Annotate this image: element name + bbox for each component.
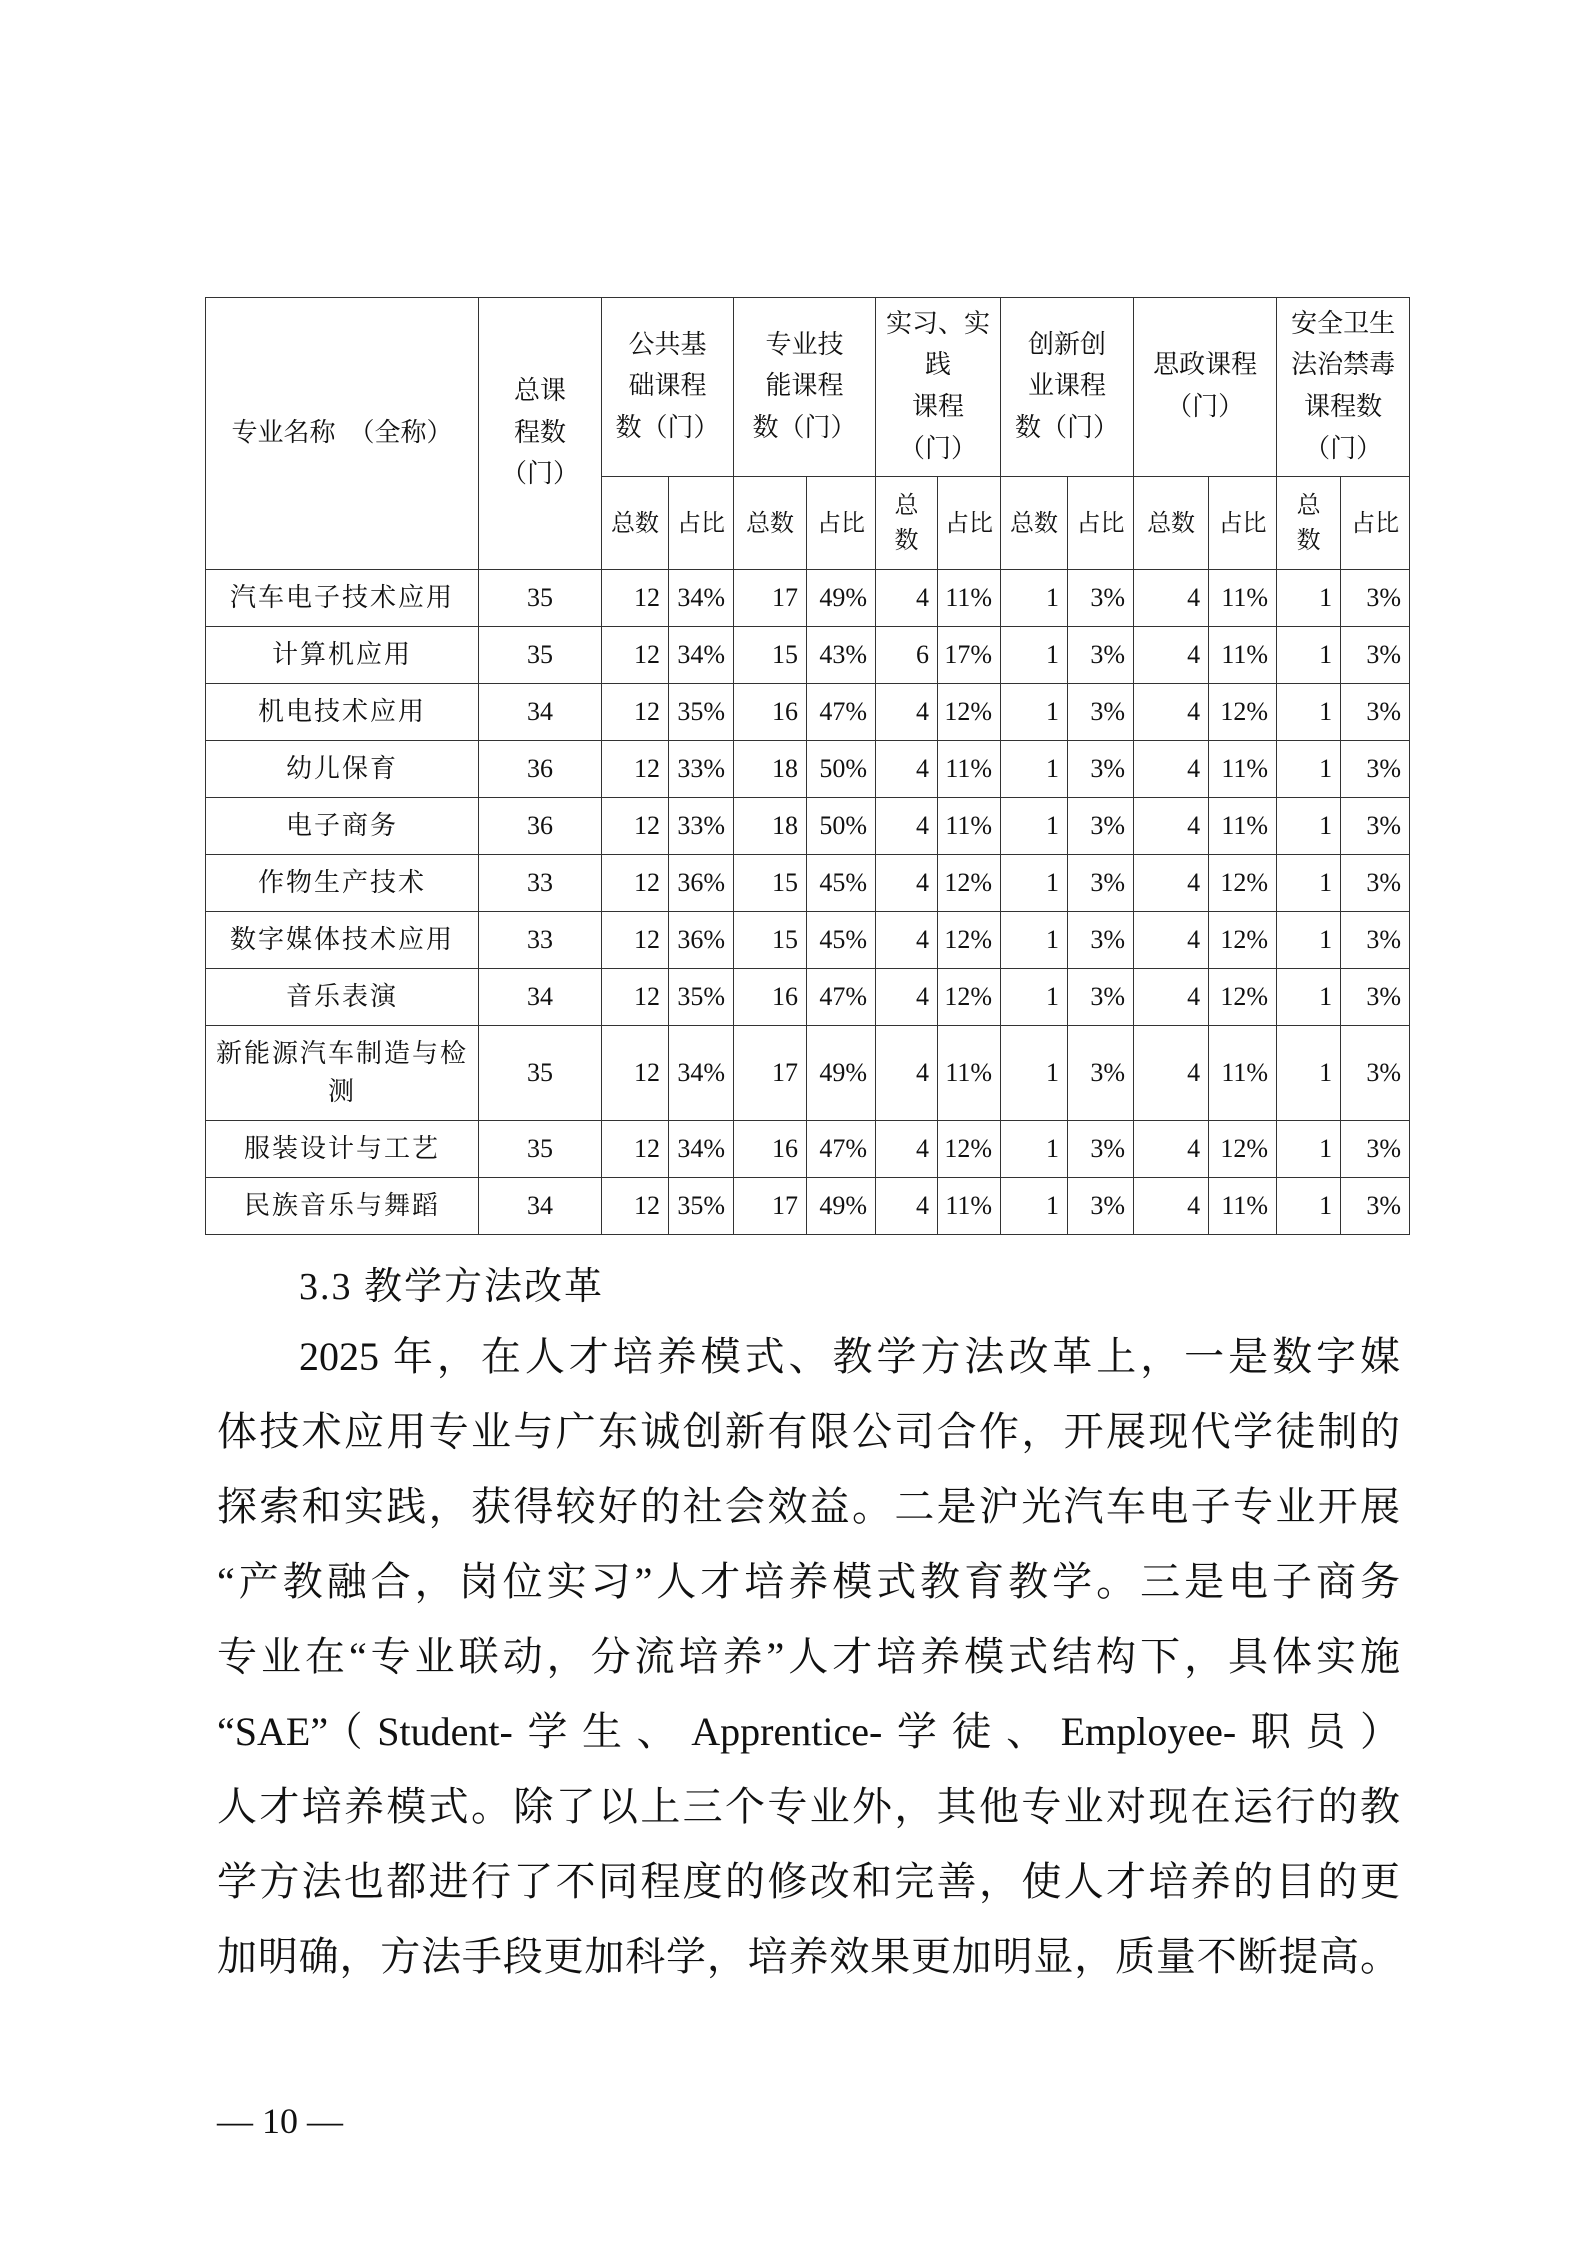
course-structure-table [205, 297, 1410, 1235]
subheader-ratio: 占比 [807, 477, 876, 570]
page-number: — 10 — [217, 2101, 343, 2141]
header-line: 程数 [513, 417, 566, 448]
total-cell: 35 [479, 570, 602, 627]
count-cell: 16 [734, 969, 807, 1026]
ratio-cell: 36% [669, 855, 734, 912]
section-heading: 3.3 教学方法改革 [299, 1266, 605, 1308]
ratio-cell: 3% [1341, 684, 1410, 741]
subheader-ratio: 占比 [1068, 477, 1134, 570]
count-cell: 15 [734, 627, 807, 684]
count-cell: 4 [1134, 570, 1209, 627]
ratio-cell: 11% [1209, 741, 1277, 798]
ratio-cell: 33% [669, 798, 734, 855]
subheader-count: 总数 [602, 477, 669, 570]
ratio-cell: 12% [1209, 1121, 1277, 1178]
ratio-cell: 3% [1341, 1178, 1410, 1235]
ratio-cell: 11% [1209, 627, 1277, 684]
ratio-cell: 12% [1209, 855, 1277, 912]
ratio-cell: 34% [669, 1121, 734, 1178]
count-cell: 17 [734, 1178, 807, 1235]
header-line: （门） [1166, 392, 1245, 422]
ratio-cell: 3% [1068, 969, 1134, 1026]
ratio-cell: 50% [807, 798, 876, 855]
count-cell: 15 [734, 855, 807, 912]
header-group [1001, 298, 1134, 477]
major-name-cell: 机电技术应用 [206, 684, 479, 741]
subheader-char: 总 [894, 491, 919, 520]
table-row [206, 855, 1410, 912]
count-cell: 4 [1134, 1178, 1209, 1235]
header-line: 数（门） [1015, 412, 1120, 443]
header-line: （门） [1304, 433, 1383, 464]
header-total-courses [479, 298, 602, 570]
ratio-cell: 11% [1209, 570, 1277, 627]
subheader-count: 总数 [1134, 477, 1209, 570]
ratio-cell: 35% [669, 1178, 734, 1235]
subheader-char: 总 [1296, 491, 1321, 520]
count-cell: 4 [876, 570, 938, 627]
count-cell: 4 [876, 684, 938, 741]
count-cell: 1 [1277, 969, 1341, 1026]
table-row [206, 741, 1410, 798]
ratio-cell: 36% [669, 912, 734, 969]
ratio-cell: 3% [1068, 1121, 1134, 1178]
major-name-cell: 音乐表演 [206, 969, 479, 1026]
major-name-cell: 计算机应用 [206, 627, 479, 684]
count-cell: 12 [602, 855, 669, 912]
header-line: 课程数 [1304, 392, 1383, 422]
ratio-cell: 11% [938, 570, 1001, 627]
ratio-cell: 12% [938, 969, 1001, 1026]
ratio-cell: 3% [1068, 684, 1134, 741]
count-cell: 4 [1134, 855, 1209, 912]
paragraph-line: 体技术应用专业与广东诚创新有限公司合作，开展现代学徒制的 [217, 1409, 1400, 1454]
total-cell: 35 [479, 1121, 602, 1178]
table-row [206, 798, 1410, 855]
paragraph-line: 专业在“专业联动，分流培养”人才培养模式结构下，具体实施 [217, 1634, 1400, 1679]
header-group [602, 298, 734, 477]
table-row [206, 969, 1410, 1026]
table-row [206, 684, 1410, 741]
table-row [206, 1026, 1410, 1121]
header-line: 安全卫生 [1291, 308, 1396, 339]
ratio-cell: 34% [669, 627, 734, 684]
ratio-cell: 34% [669, 570, 734, 627]
header-line: 思政课程 [1153, 350, 1258, 381]
count-cell: 1 [1001, 969, 1068, 1026]
count-cell: 18 [734, 741, 807, 798]
subheader-ratio: 占比 [938, 477, 1001, 570]
paragraph-line: “产教融合，岗位实习”人才培养模式教育教学。三是电子商务 [217, 1559, 1400, 1604]
header-row [206, 298, 1410, 477]
count-cell: 4 [1134, 969, 1209, 1026]
header-group [734, 298, 876, 477]
paragraph-line: 加明确，方法手段更加科学，培养效果更加明显，质量不断提高。 [217, 1934, 1400, 1979]
paragraph-line: 探索和实践，获得较好的社会效益。二是沪光汽车电子专业开展 [217, 1484, 1400, 1529]
subheader-ratio: 占比 [1209, 477, 1277, 570]
count-cell: 1 [1277, 570, 1341, 627]
ratio-cell: 43% [807, 627, 876, 684]
total-cell: 36 [479, 798, 602, 855]
subheader-count [1277, 477, 1341, 570]
ratio-cell: 45% [807, 912, 876, 969]
header-major-name: 专业名称 （全称） [206, 298, 479, 570]
table-row [206, 627, 1410, 684]
total-cell: 34 [479, 1178, 602, 1235]
count-cell: 15 [734, 912, 807, 969]
ratio-cell: 12% [1209, 969, 1277, 1026]
count-cell: 1 [1001, 855, 1068, 912]
header-line: 总课 [513, 376, 566, 407]
ratio-cell: 11% [1209, 798, 1277, 855]
count-cell: 4 [1134, 684, 1209, 741]
subheader-char: 数 [894, 526, 919, 554]
ratio-cell: 35% [669, 969, 734, 1026]
total-cell: 34 [479, 969, 602, 1026]
count-cell: 12 [602, 1121, 669, 1178]
header-line: 实习、实践 [886, 308, 991, 381]
count-cell: 4 [1134, 741, 1209, 798]
ratio-cell: 12% [938, 684, 1001, 741]
count-cell: 1 [1277, 798, 1341, 855]
ratio-cell: 12% [1209, 684, 1277, 741]
major-name-cell: 新能源汽车制造与检测 [206, 1026, 479, 1121]
major-name-cell: 幼儿保育 [206, 741, 479, 798]
count-cell: 6 [876, 627, 938, 684]
count-cell: 4 [876, 969, 938, 1026]
ratio-cell: 3% [1341, 741, 1410, 798]
count-cell: 12 [602, 741, 669, 798]
ratio-cell: 11% [938, 741, 1001, 798]
ratio-cell: 12% [938, 1121, 1001, 1178]
count-cell: 1 [1277, 1026, 1341, 1121]
subheader-ratio: 占比 [1341, 477, 1410, 570]
major-name-cell: 数字媒体技术应用 [206, 912, 479, 969]
ratio-cell: 47% [807, 684, 876, 741]
ratio-cell: 3% [1341, 1026, 1410, 1121]
ratio-cell: 3% [1341, 969, 1410, 1026]
ratio-cell: 12% [938, 912, 1001, 969]
header-line: （门） [500, 459, 579, 490]
count-cell: 4 [1134, 912, 1209, 969]
ratio-cell: 3% [1341, 1121, 1410, 1178]
subheader-count: 总数 [1001, 477, 1068, 570]
count-cell: 1 [1001, 798, 1068, 855]
header-line: 创新创 [1028, 329, 1107, 360]
ratio-cell: 3% [1068, 912, 1134, 969]
header-line: 业课程 [1028, 371, 1107, 402]
count-cell: 4 [876, 912, 938, 969]
ratio-cell: 11% [938, 1178, 1001, 1235]
count-cell: 4 [876, 1178, 938, 1235]
count-cell: 1 [1277, 1178, 1341, 1235]
count-cell: 12 [602, 912, 669, 969]
count-cell: 12 [602, 969, 669, 1026]
count-cell: 1 [1001, 570, 1068, 627]
paragraph-line: 2025 年，在人才培养模式、教学方法改革上，一是数字媒 [299, 1334, 1400, 1379]
total-cell: 33 [479, 912, 602, 969]
count-cell: 1 [1277, 627, 1341, 684]
major-name-cell: 服装设计与工艺 [206, 1121, 479, 1178]
header-group [876, 298, 1001, 477]
table-row [206, 1121, 1410, 1178]
paragraph-line: 人才培养模式。除了以上三个专业外，其他专业对现在运行的教 [217, 1784, 1400, 1829]
total-cell: 35 [479, 627, 602, 684]
total-cell: 36 [479, 741, 602, 798]
ratio-cell: 3% [1341, 798, 1410, 855]
total-cell: 34 [479, 684, 602, 741]
ratio-cell: 3% [1068, 627, 1134, 684]
table-row [206, 1178, 1410, 1235]
table-row [206, 570, 1410, 627]
count-cell: 4 [1134, 627, 1209, 684]
ratio-cell: 3% [1068, 798, 1134, 855]
ratio-cell: 12% [938, 855, 1001, 912]
count-cell: 1 [1001, 1026, 1068, 1121]
count-cell: 4 [876, 798, 938, 855]
header-line: 能课程 [765, 371, 844, 402]
count-cell: 4 [1134, 1121, 1209, 1178]
subheader-ratio: 占比 [669, 477, 734, 570]
ratio-cell: 12% [1209, 912, 1277, 969]
paragraph-line: 学方法也都进行了不同程度的修改和完善，使人才培养的目的更 [217, 1859, 1400, 1904]
count-cell: 18 [734, 798, 807, 855]
count-cell: 1 [1001, 684, 1068, 741]
ratio-cell: 11% [938, 1026, 1001, 1121]
ratio-cell: 11% [1209, 1026, 1277, 1121]
ratio-cell: 3% [1068, 1178, 1134, 1235]
ratio-cell: 50% [807, 741, 876, 798]
count-cell: 1 [1277, 855, 1341, 912]
ratio-cell: 3% [1068, 855, 1134, 912]
total-cell: 35 [479, 1026, 602, 1121]
header-line: 数（门） [615, 412, 720, 443]
count-cell: 16 [734, 1121, 807, 1178]
ratio-cell: 49% [807, 1178, 876, 1235]
ratio-cell: 33% [669, 741, 734, 798]
ratio-cell: 17% [938, 627, 1001, 684]
header-group [1277, 298, 1410, 477]
count-cell: 17 [734, 570, 807, 627]
header-line: 课程 [912, 392, 965, 422]
ratio-cell: 11% [1209, 1178, 1277, 1235]
paragraph-line: “SAE”（Student-学生、Apprentice-学徒、Employee-职员） [217, 1709, 1400, 1754]
ratio-cell: 45% [807, 855, 876, 912]
header-line: 公共基 [628, 329, 707, 360]
count-cell: 16 [734, 684, 807, 741]
ratio-cell: 3% [1068, 570, 1134, 627]
count-cell: 4 [876, 1026, 938, 1121]
count-cell: 1 [1277, 684, 1341, 741]
count-cell: 12 [602, 570, 669, 627]
major-name-cell: 电子商务 [206, 798, 479, 855]
ratio-cell: 3% [1341, 912, 1410, 969]
ratio-cell: 3% [1341, 627, 1410, 684]
header-line: （门） [899, 433, 978, 464]
count-cell: 1 [1001, 741, 1068, 798]
header-line: 础课程 [628, 371, 707, 402]
total-cell: 33 [479, 855, 602, 912]
count-cell: 12 [602, 798, 669, 855]
count-cell: 4 [1134, 1026, 1209, 1121]
count-cell: 12 [602, 684, 669, 741]
count-cell: 12 [602, 1178, 669, 1235]
count-cell: 4 [876, 1121, 938, 1178]
ratio-cell: 3% [1068, 741, 1134, 798]
subheader-count: 总数 [734, 477, 807, 570]
count-cell: 1 [1277, 1121, 1341, 1178]
major-name-cell: 民族音乐与舞蹈 [206, 1178, 479, 1235]
count-cell: 1 [1001, 627, 1068, 684]
major-name-cell: 汽车电子技术应用 [206, 570, 479, 627]
ratio-cell: 49% [807, 1026, 876, 1121]
count-cell: 4 [876, 741, 938, 798]
ratio-cell: 47% [807, 1121, 876, 1178]
count-cell: 4 [876, 855, 938, 912]
count-cell: 12 [602, 627, 669, 684]
ratio-cell: 47% [807, 969, 876, 1026]
major-name-cell: 作物生产技术 [206, 855, 479, 912]
subheader-char: 数 [1296, 526, 1321, 554]
ratio-cell: 3% [1341, 855, 1410, 912]
count-cell: 4 [1134, 798, 1209, 855]
ratio-cell: 3% [1341, 570, 1410, 627]
ratio-cell: 3% [1068, 1026, 1134, 1121]
count-cell: 1 [1001, 1178, 1068, 1235]
ratio-cell: 11% [938, 798, 1001, 855]
count-cell: 1 [1001, 912, 1068, 969]
subheader-count [876, 477, 938, 570]
count-cell: 17 [734, 1026, 807, 1121]
ratio-cell: 35% [669, 684, 734, 741]
ratio-cell: 49% [807, 570, 876, 627]
header-line: 专业技 [765, 329, 844, 360]
table-row [206, 912, 1410, 969]
header-line: 数（门） [752, 412, 857, 443]
section-paragraph [217, 1325, 1400, 2000]
count-cell: 1 [1277, 741, 1341, 798]
count-cell: 12 [602, 1026, 669, 1121]
header-line: 法治禁毒 [1291, 350, 1396, 381]
ratio-cell: 34% [669, 1026, 734, 1121]
header-group [1134, 298, 1277, 477]
count-cell: 1 [1277, 912, 1341, 969]
count-cell: 1 [1001, 1121, 1068, 1178]
